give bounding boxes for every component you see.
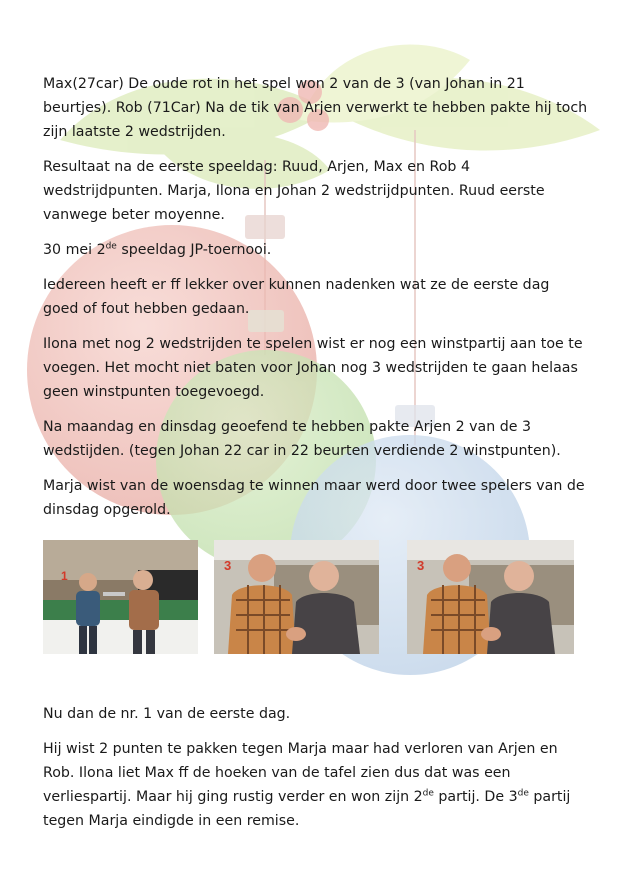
- bottom-text: [43, 702, 588, 844]
- badge-2: 3: [224, 558, 232, 573]
- paragraph-5: Ilona met nog 2 wedstrijden te spelen wist er nog een winstpartij aan toe te voegen. Het mocht niet baten voor Johan nog 3 wedstrijden te gaan helaas geen winstpunten toegevoegd.: [43, 336, 583, 400]
- article-text: [43, 72, 588, 533]
- badge-1: 1: [61, 569, 68, 583]
- photo-3: [407, 540, 574, 654]
- paragraph-3: 30 mei 2de speeldag JP-toernooi.: [43, 241, 272, 258]
- paragraph-7: Marja wist van de woensdag te winnen maar werd door twee spelers van de dinsdag opgerold.: [43, 478, 585, 518]
- paragraph-2: Resultaat na de eerste speeldag: Ruud, Arjen, Max en Rob 4 wedstrijdpunten. Marja, Ilona en Johan 2 wedstrijdpunten. Ruud eerste vanwege beter moyenne.: [43, 159, 545, 223]
- badge-3: 3: [417, 558, 425, 573]
- photo-2: [214, 540, 379, 654]
- paragraph-6: Na maandag en dinsdag geoefend te hebben pakte Arjen 2 van de 3 wedstijden. (tegen Johan 22 car in 22 beurten verdiende 2 winstpunten).: [43, 419, 561, 459]
- photo-row: [43, 540, 574, 654]
- paragraph-8: Nu dan de nr. 1 van de eerste dag.: [43, 706, 291, 722]
- paragraph-1: Max(27car) De oude rot in het spel won 2 van de 3 (van Johan in 21 beurtjes). Rob (71Car) Na de tik van Arjen verwerkt te hebben pakte hij toch zijn laatste 2 wedstrijden.: [43, 76, 588, 140]
- photo-1: [43, 540, 198, 654]
- paragraph-4: Iedereen heeft er ff lekker over kunnen nadenken wat ze de eerste dag goed of fout hebben gedaan.: [43, 277, 550, 317]
- paragraph-9: Hij wist 2 punten te pakken tegen Marja maar had verloren van Arjen en Rob. Ilona liet Max ff de hoeken van de tafel zien dus dat was een verliespartij. Maar hij ging rustig verder en won zijn 2de partij. De 3de partij tegen Marja eindigde in een remise.: [43, 741, 571, 829]
